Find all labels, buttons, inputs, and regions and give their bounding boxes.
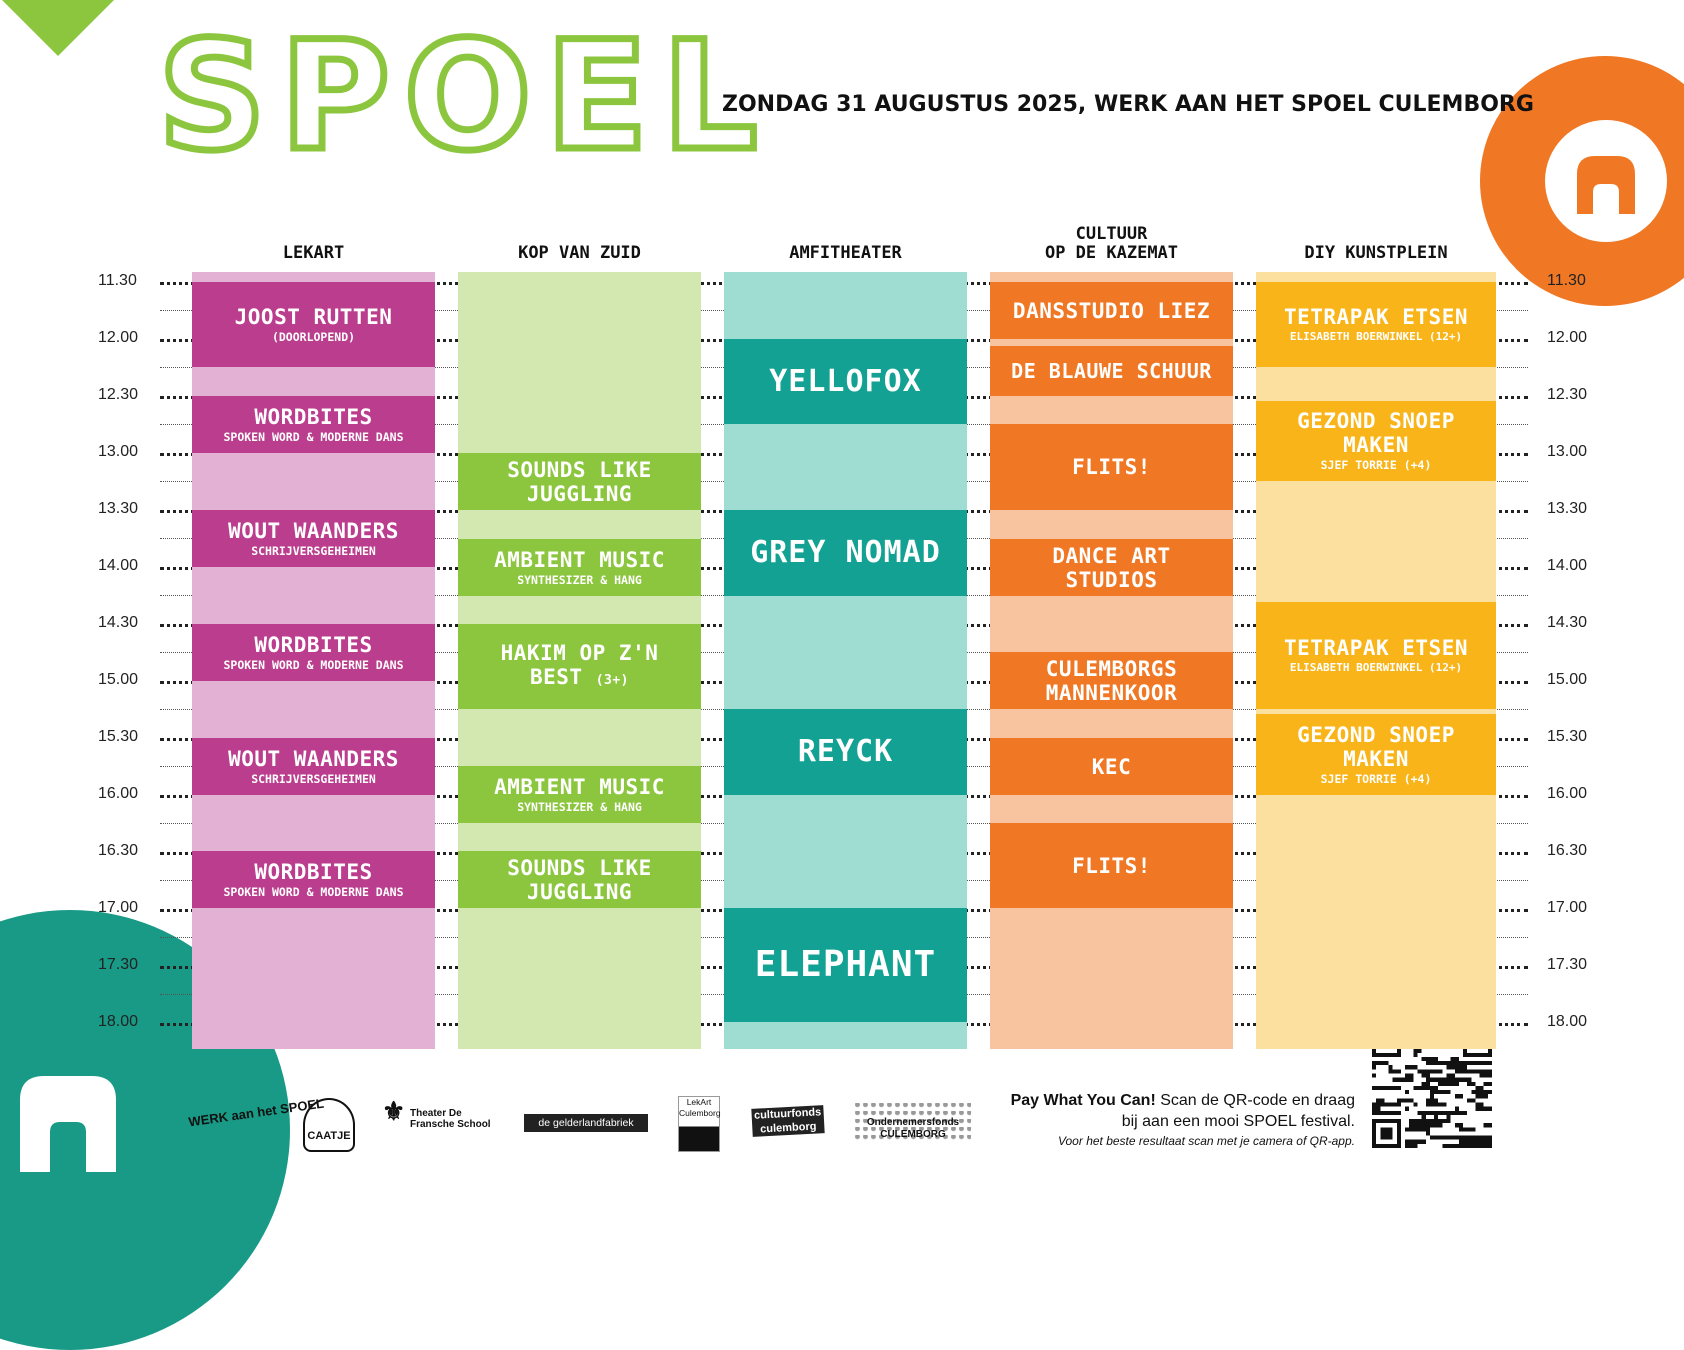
time-label-right: 14.00 xyxy=(1547,557,1588,574)
spoel-logo: SPOEL xyxy=(158,10,772,184)
time-label-right: 17.30 xyxy=(1547,956,1588,973)
event-title: FLITS! xyxy=(1072,853,1151,878)
event-title xyxy=(485,641,675,693)
event-block xyxy=(1256,714,1496,795)
time-label-left: 14.00 xyxy=(98,557,139,574)
event-block xyxy=(990,539,1233,596)
event-block xyxy=(724,510,967,596)
time-label-left: 11.30 xyxy=(98,272,137,289)
sponsor-cultuurfonds: cultuurfonds culemborg xyxy=(751,1105,824,1137)
event-block xyxy=(724,908,967,1022)
event-title: KEC xyxy=(1091,754,1132,779)
event-subtitle: SCHRIJVERSGEHEIMEN xyxy=(251,543,376,558)
event-title: DE BLAUWE SCHUUR xyxy=(1011,359,1212,383)
event-subtitle: ELISABETH BOERWINKEL (12+) xyxy=(1289,329,1463,343)
event-block xyxy=(192,396,435,453)
event-block xyxy=(192,851,435,908)
time-label-right: 14.30 xyxy=(1547,614,1588,631)
time-label-left: 16.00 xyxy=(98,785,139,802)
event-subtitle: SJEF TORRIE (+4) xyxy=(1320,458,1432,472)
event-title: YELLOFOX xyxy=(769,363,922,399)
event-title: GEZOND SNOEP MAKEN xyxy=(1297,409,1455,457)
event-title: JOOST RUTTEN xyxy=(234,304,393,329)
event-subtitle: SPOKEN WORD & MODERNE DANS xyxy=(223,429,404,444)
event-title: WOUT WAANDERS xyxy=(228,518,399,543)
event-title: WORDBITES xyxy=(254,404,373,429)
event-subtitle: SYNTHESIZER & HANG xyxy=(517,572,642,587)
house-icon xyxy=(1577,156,1635,214)
event-block xyxy=(1256,401,1496,481)
event-block xyxy=(990,346,1233,396)
column-header-amfitheater: AMFITHEATER xyxy=(789,243,902,263)
time-label-right: 13.30 xyxy=(1547,500,1588,517)
event-block xyxy=(458,539,701,596)
event-block xyxy=(192,282,435,367)
event-subtitle: (DOORLOPEND) xyxy=(271,329,356,344)
event-title: WORDBITES xyxy=(254,632,373,657)
time-label-left: 17.30 xyxy=(98,956,139,973)
event-block xyxy=(1256,282,1496,367)
event-title: GEZOND SNOEP MAKEN xyxy=(1297,722,1455,771)
event-title: CULEMBORGS MANNENKOOR xyxy=(1045,656,1178,705)
time-label-right: 15.00 xyxy=(1547,671,1588,688)
time-label-right: 13.00 xyxy=(1547,443,1588,460)
pay-note: Voor het beste resultaat scan met je camera of QR-app. xyxy=(1057,1134,1355,1148)
time-label-right: 17.00 xyxy=(1547,899,1588,916)
time-label-right: 12.00 xyxy=(1547,329,1588,346)
column-header-kazemat-line2: OP DE KAZEMAT xyxy=(1044,243,1179,263)
event-subtitle: SPOKEN WORD & MODERNE DANS xyxy=(223,884,404,899)
pay-bold: Pay What You Can! xyxy=(1010,1092,1156,1109)
event-block xyxy=(192,624,435,681)
event-subtitle: SPOKEN WORD & MODERNE DANS xyxy=(223,657,404,672)
fleur-de-lis-icon: ⚜ xyxy=(382,1096,406,1126)
column-header-diy: DIY KUNSTPLEIN xyxy=(1304,243,1448,263)
event-age-suffix: (3+) xyxy=(595,672,630,688)
event-block xyxy=(458,851,701,908)
time-label-left: 12.30 xyxy=(98,386,139,403)
event-block xyxy=(990,652,1233,709)
event-title: ELEPHANT xyxy=(754,944,937,985)
event-block xyxy=(458,453,701,510)
time-label-left: 15.00 xyxy=(98,671,139,688)
column-header-kop-van-zuid: KOP VAN ZUID xyxy=(518,243,641,263)
event-block xyxy=(192,738,435,795)
time-label-left: 17.00 xyxy=(98,899,139,916)
time-label-right: 16.30 xyxy=(1547,842,1588,859)
pay-what-you-can-text xyxy=(1010,1090,1355,1132)
event-title: SOUNDS LIKE JUGGLING xyxy=(507,457,652,506)
sponsor-lekart: LekArt Culemborg xyxy=(678,1096,720,1152)
time-label-left: 16.30 xyxy=(98,842,139,859)
column-header-lekart: LEKART xyxy=(282,243,345,263)
sponsor-caatje: CAATJE xyxy=(303,1098,355,1152)
event-title: WOUT WAANDERS xyxy=(228,746,399,771)
event-block xyxy=(1256,602,1496,709)
event-title: AMBIENT MUSIC xyxy=(494,774,665,799)
sponsor-gelderlandfabriek: de gelderlandfabriek xyxy=(524,1114,648,1132)
event-block xyxy=(724,709,967,795)
sponsor-theater-name: Theater De Fransche School xyxy=(410,1108,491,1130)
house-icon-large xyxy=(20,1076,116,1172)
sponsor-ondernemersfonds: Ondernemersfonds CULEMBORG xyxy=(855,1103,971,1141)
pay-body: Scan de QR-code en draag bij aan een mooi SPOEL festival. xyxy=(1121,1092,1355,1130)
event-block xyxy=(458,766,701,823)
time-label-right: 11.30 xyxy=(1547,272,1586,289)
time-label-right: 16.00 xyxy=(1547,785,1588,802)
event-subtitle: SCHRIJVERSGEHEIMEN xyxy=(251,771,376,786)
time-label-left: 14.30 xyxy=(98,614,139,631)
event-title-text: HAKIM OP Z'N BEST xyxy=(500,640,659,689)
time-label-left: 13.00 xyxy=(98,443,139,460)
sponsor-werk-aan-het-spoel: WERK aan het SPOEL xyxy=(187,1095,325,1130)
time-label-right: 15.30 xyxy=(1547,728,1588,745)
event-subtitle: SYNTHESIZER & HANG xyxy=(517,799,642,814)
event-title: GREY NOMAD xyxy=(750,535,941,570)
time-label-right: 18.00 xyxy=(1547,1013,1588,1030)
sponsor-theater-de-fransche-school xyxy=(382,1096,497,1130)
time-label-left: 15.30 xyxy=(98,728,139,745)
event-title: DANCE ART STUDIOS xyxy=(1052,543,1171,592)
event-title: SOUNDS LIKE JUGGLING xyxy=(507,855,652,904)
event-subtitle: ELISABETH BOERWINKEL (12+) xyxy=(1289,660,1463,674)
event-block xyxy=(724,339,967,424)
event-title: REYCK xyxy=(797,734,894,769)
event-subtitle: SJEF TORRIE (+4) xyxy=(1320,771,1432,786)
event-title: AMBIENT MUSIC xyxy=(494,547,665,572)
event-title: TETRAPAK ETSEN xyxy=(1283,635,1468,660)
event-title: WORDBITES xyxy=(254,859,373,884)
column-header-kazemat-line1: CULTUUR xyxy=(1075,224,1148,244)
event-block xyxy=(990,738,1233,795)
time-label-left: 13.30 xyxy=(98,500,139,517)
time-label-left: 12.00 xyxy=(98,329,139,346)
time-label-right: 12.30 xyxy=(1547,386,1588,403)
event-block xyxy=(458,624,701,709)
event-block xyxy=(990,282,1233,339)
event-headline: ZONDAG 31 AUGUSTUS 2025, WERK AAN HET SPOEL CULEMBORG xyxy=(722,92,1534,117)
time-label-left: 18.00 xyxy=(98,1013,139,1030)
event-title: TETRAPAK ETSEN xyxy=(1283,304,1468,329)
event-block xyxy=(990,424,1233,510)
event-block xyxy=(990,823,1233,908)
event-title: FLITS! xyxy=(1072,455,1151,479)
corner-triangle xyxy=(2,0,114,56)
event-block xyxy=(192,510,435,567)
event-title: DANSSTUDIO LIEZ xyxy=(1012,298,1211,323)
